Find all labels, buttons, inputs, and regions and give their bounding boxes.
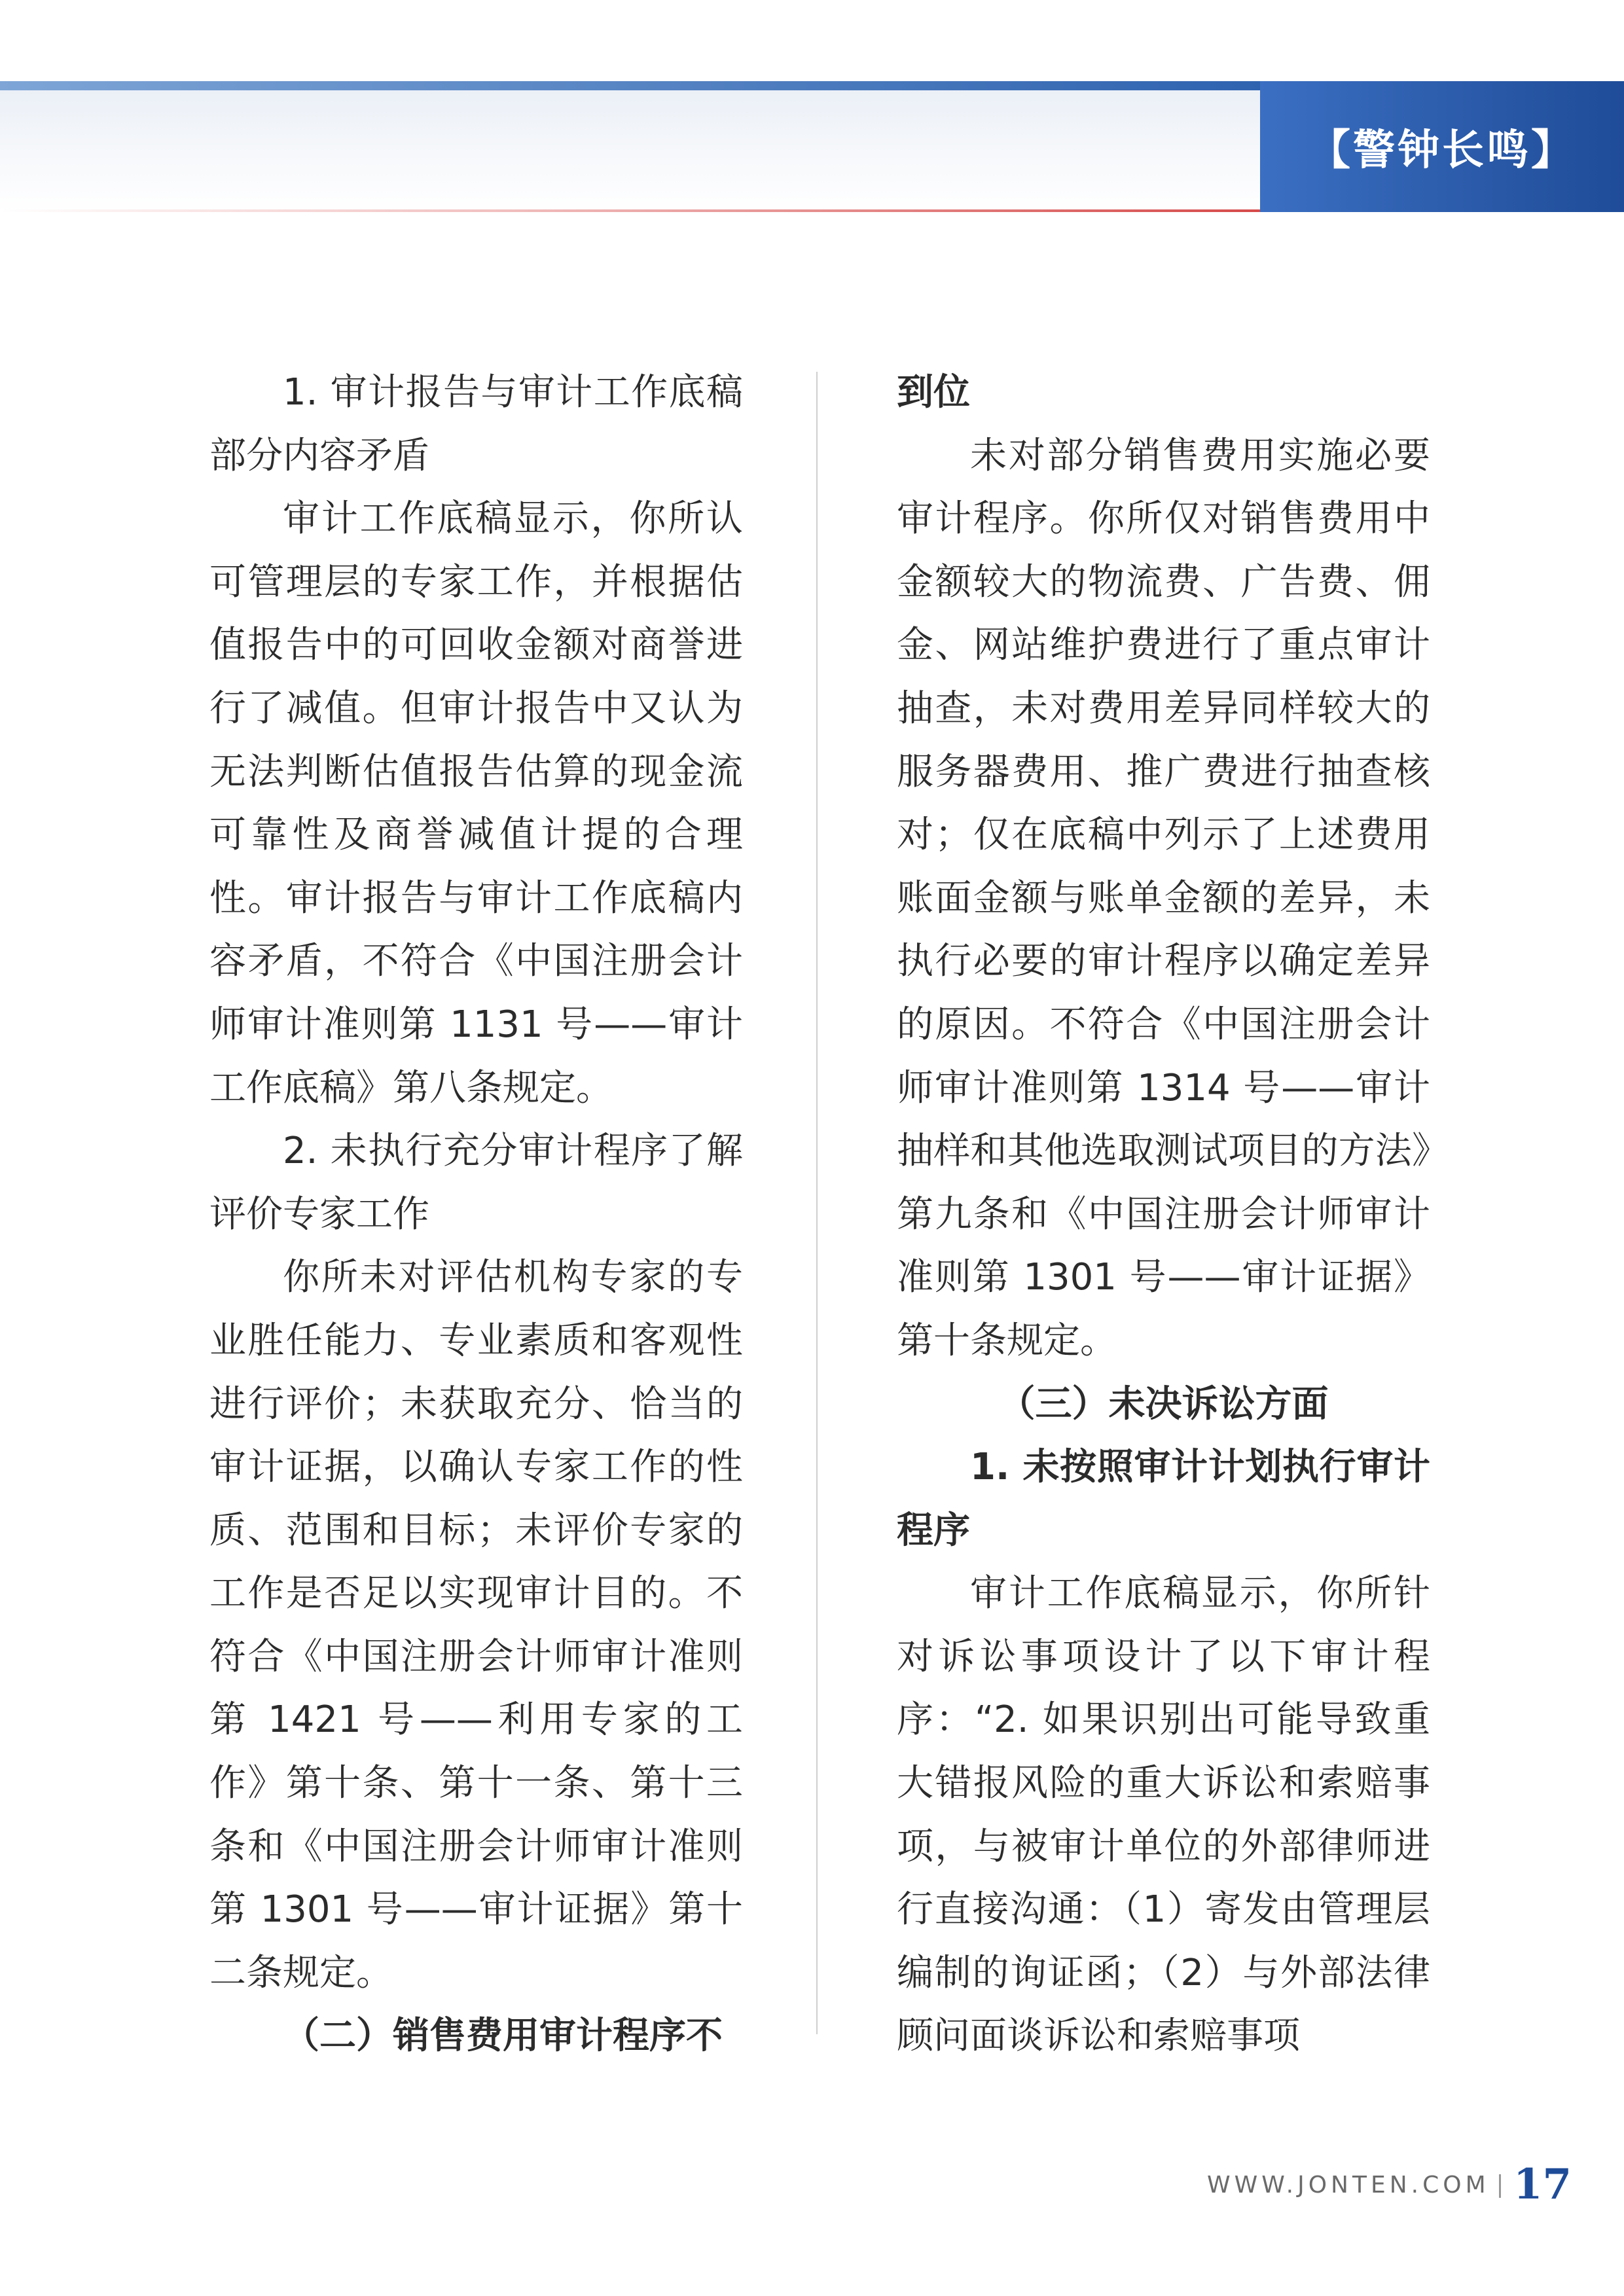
header-red-rule [0,209,1260,212]
left-paragraph: 审计工作底稿显示，你所认可管理层的专家工作，并根据估值报告中的可回收金额对商誉进行了减值。但审计报告中又认为无法判断估值报告估算的现金流可靠性及商誉减值计提的合理性。审计报告与审计工作底稿内容矛盾，不符合《中国注册会计师审计准则第 1131 号——审计工作底稿》第八条规定。 [209,497,743,1109]
section-heading-continued: 到位 [897,371,970,414]
subsection-heading-audit-plan: 1. 未按照审计计划执行审计程序 [897,1446,1430,1552]
section-title: 【警钟长鸣】 [1308,126,1576,175]
header-top-rule [0,81,1260,90]
header-band [0,81,1260,212]
section-title-tab [1260,81,1624,212]
right-paragraph: 未对部分销售费用实施必要审计程序。你所仅对销售费用中金额较大的物流费、广告费、佣金、网站维护费进行了重点审计抽查，未对费用差异同样较大的服务器费用、推广费进行抽查核对；仅在底稿中列示了上述费用账面金额与账单金额的差异，未执行必要的审计程序以确定差异的原因。不符合《中国注册会计师审计准则第 1314 号——审计抽样和其他选取测试项目的方法》第九条和《中国注册会计师审计准则第 1301 号——审计证据》第十条规定。 [897,434,1430,1362]
section-heading-sales-expense: （二）销售费用审计程序不 [283,2015,723,2058]
right-column [897,361,1430,2068]
left-item-heading: 2. 未执行充分审计程序了解评价专家工作 [209,1130,743,1236]
page-number: 17 [1513,2160,1572,2209]
left-column [209,361,743,2068]
left-item-heading: 1. 审计报告与审计工作底稿部分内容矛盾 [209,371,743,477]
footer-website: WWW.JONTEN.COM [1207,2172,1490,2198]
footer-separator [1499,2174,1501,2198]
left-paragraph: 你所未对评估机构专家的专业胜任能力、专业素质和客观性进行评价；未获取充分、恰当的审计证据，以确认专家工作的性质、范围和目标；未评价专家的工作是否足以实现审计目的。不符合《中国注册会计师审计准则第 1421 号——利用专家的工作》第十条、第十一条、第十三条和《中国注册会计师审计准则第 1301 号——审计证据》第十二条规定。 [209,1256,743,1994]
column-divider [816,372,818,2034]
section-heading-litigation: （三）未决诉讼方面 [998,1382,1329,1426]
right-paragraph: 审计工作底稿显示，你所针对诉讼事项设计了以下审计程序：“2. 如果识别出可能导致重大错报风险的重大诉讼和索赔事项，与被审计单位的外部律师进行直接沟通：（1）寄发由管理层编制的询证函；（2）与外部法律顾问面谈诉讼和索赔事项 [897,1572,1430,2058]
